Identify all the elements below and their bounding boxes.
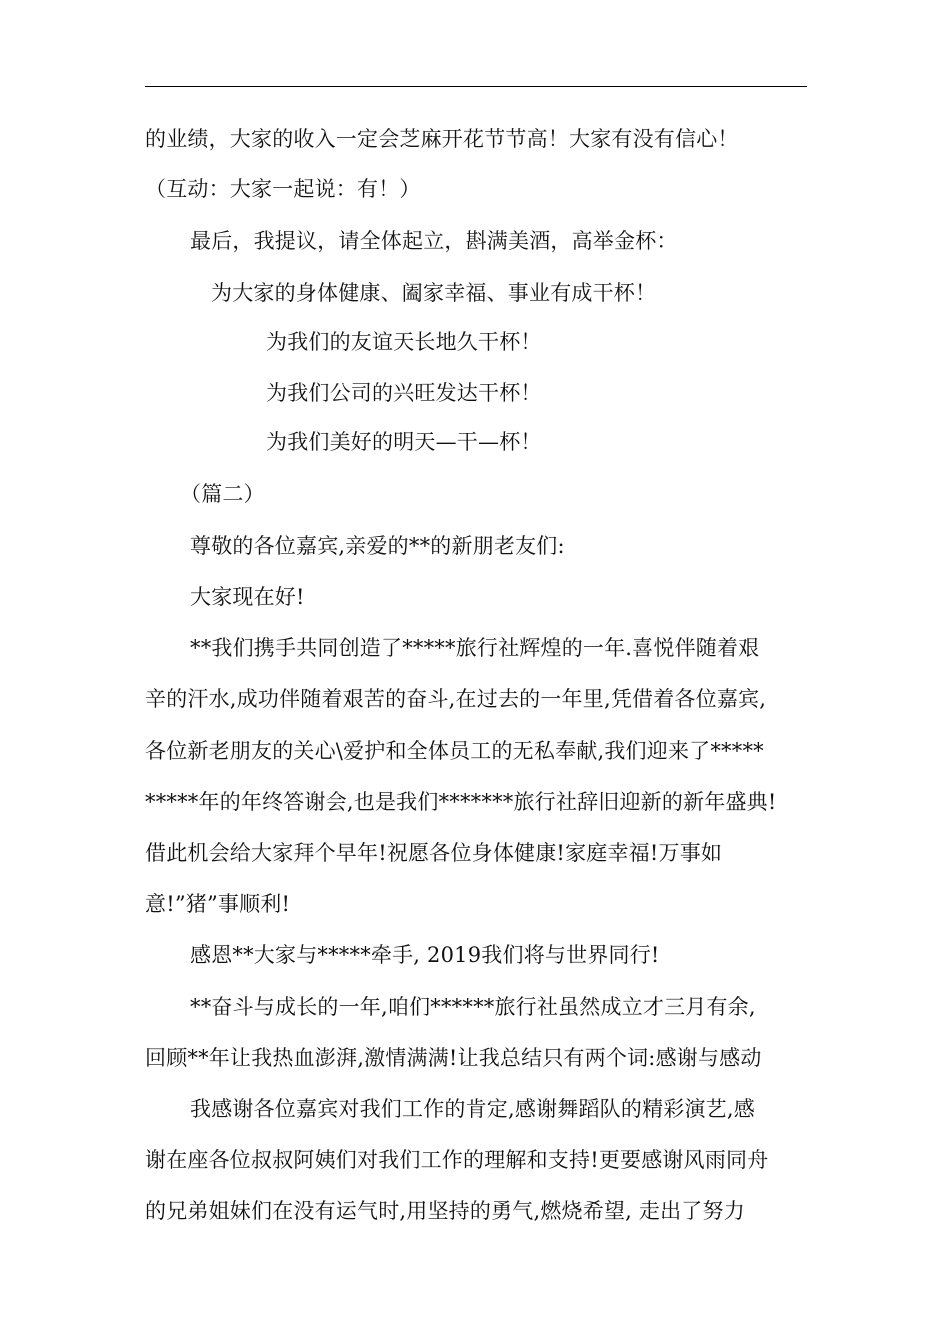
text-line-8: （篇二） bbox=[180, 482, 265, 506]
text-line-7: 为我们美好的明天—干—杯！ bbox=[266, 430, 542, 454]
text-line-19: 回顾**年让我热血澎湃,激情满满!让我总结只有两个词:感谢与感动 bbox=[145, 1046, 762, 1070]
text-line-9: 尊敬的各位嘉宾,亲爱的**的新朋老友们: bbox=[190, 534, 565, 558]
text-line-13: 各位新老朋友的关心\爱护和全体员工的无私奉献,我们迎来了***** bbox=[145, 739, 764, 763]
text-line-6: 为我们公司的兴旺发达干杯！ bbox=[266, 381, 542, 405]
text-line-10: 大家现在好! bbox=[190, 585, 305, 609]
text-line-18: **奋斗与成长的一年,咱们******旅行社虽然成立才三月有余, bbox=[190, 995, 756, 1019]
text-line-21: 谢在座各位叔叔阿姨们对我们工作的理解和支持!更要感谢风雨同舟 bbox=[145, 1148, 769, 1172]
text-line-2: （互动：大家一起说：有！） bbox=[145, 177, 421, 201]
text-line-11: **我们携手共同创造了*****旅行社辉煌的一年.喜悦伴随着艰 bbox=[190, 636, 760, 660]
text-line-3: 最后，我提议，请全体起立，斟满美酒，高举金杯： bbox=[190, 229, 678, 253]
text-line-4: 为大家的身体健康、阖家幸福、事业有成干杯！ bbox=[211, 281, 657, 305]
text-line-5: 为我们的友谊天长地久干杯！ bbox=[266, 330, 542, 354]
text-line-15: 借此机会给大家拜个早年!祝愿各位身体健康!家庭幸福!万事如 bbox=[145, 841, 723, 865]
text-line-14: *****年的年终答谢会,也是我们*******旅行社辞旧迎新的新年盛典! bbox=[145, 790, 777, 814]
text-line-1: 的业绩，大家的收入一定会芝麻开花节节高！大家有没有信心！ bbox=[145, 127, 739, 151]
text-line-16: 意!”猪”事顺利! bbox=[145, 892, 291, 916]
text-line-17: 感恩**大家与*****牵手, 2019我们将与世界同行! bbox=[190, 943, 660, 967]
text-line-12: 辛的汗水,成功伴随着艰苦的奋斗,在过去的一年里,凭借着各位嘉宾, bbox=[145, 687, 767, 711]
text-line-22: 的兄弟姐妹们在没有运气时,用坚持的勇气,燃烧希望, 走出了努力 bbox=[145, 1199, 745, 1223]
text-line-20: 我感谢各位嘉宾对我们工作的肯定,感谢舞蹈队的精彩演艺,感 bbox=[190, 1097, 755, 1121]
header-rule bbox=[145, 86, 807, 87]
